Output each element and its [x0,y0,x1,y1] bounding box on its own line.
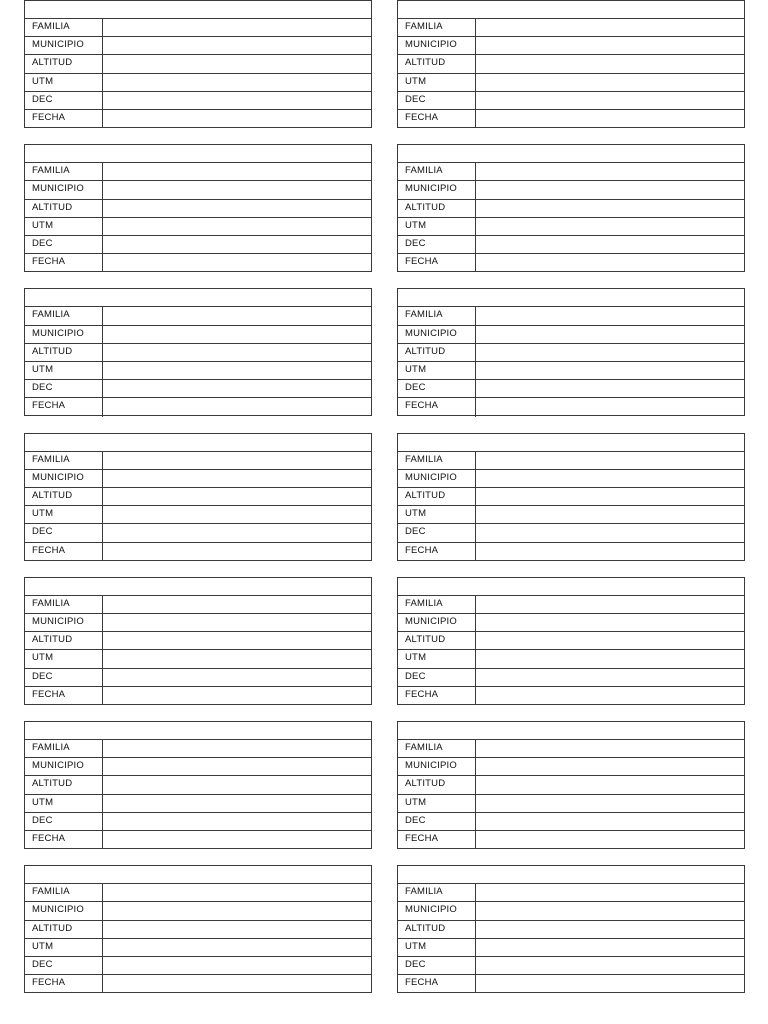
field-label-dec: DEC [25,92,103,109]
card-row-altitud [25,200,371,218]
field-label-fecha: FECHA [398,398,476,416]
field-label-municipio: MUNICIPIO [25,181,103,198]
card-row-utm [398,939,744,957]
field-value-familia[interactable] [476,596,744,613]
field-label-familia: FAMILIA [25,452,103,469]
specimen-label-card [24,433,372,561]
field-label-dec: DEC [398,92,476,109]
field-label-fecha: FECHA [25,687,103,705]
field-value-dec[interactable] [103,92,371,109]
field-label-altitud: ALTITUD [25,921,103,938]
card-row-fecha [25,687,371,705]
field-value-altitud[interactable] [476,632,744,649]
field-value-municipio[interactable] [476,37,744,54]
card-row-familia [25,740,371,758]
specimen-label-card [24,721,372,849]
field-value-altitud[interactable] [476,776,744,793]
card-row-utm [398,650,744,668]
field-label-altitud: ALTITUD [398,488,476,505]
card-row-familia [398,452,744,470]
card-row-fecha [25,831,371,849]
field-label-municipio: MUNICIPIO [398,326,476,343]
card-row-utm [25,795,371,813]
field-value-altitud[interactable] [476,921,744,938]
specimen-label-card [24,865,372,993]
field-value-familia[interactable] [103,884,371,901]
field-label-municipio: MUNICIPIO [398,37,476,54]
field-label-utm: UTM [398,506,476,523]
card-row-altitud [25,55,371,73]
card-row-municipio [25,758,371,776]
field-value-utm[interactable] [476,74,744,91]
field-value-municipio[interactable] [476,326,744,343]
card-row-familia [398,740,744,758]
field-value-utm[interactable] [103,795,371,812]
field-value-municipio[interactable] [476,758,744,775]
field-label-familia: FAMILIA [25,596,103,613]
field-label-fecha: FECHA [398,110,476,128]
field-value-altitud[interactable] [476,200,744,217]
field-value-familia[interactable] [103,307,371,324]
card-row-dec [398,236,744,254]
card-header-field[interactable] [25,434,371,452]
field-value-fecha[interactable] [476,975,744,993]
field-value-familia[interactable] [103,163,371,180]
field-label-utm: UTM [25,362,103,379]
card-header-field[interactable] [398,1,744,19]
card-row-familia [25,452,371,470]
field-value-utm[interactable] [476,650,744,667]
field-value-municipio[interactable] [103,758,371,775]
field-label-fecha: FECHA [25,254,103,272]
field-value-dec[interactable] [476,957,744,974]
specimen-label-card [397,288,745,416]
field-value-dec[interactable] [476,813,744,830]
field-value-dec[interactable] [476,524,744,541]
field-label-dec: DEC [25,813,103,830]
field-label-familia: FAMILIA [398,740,476,757]
card-row-fecha [25,110,371,128]
field-label-dec: DEC [25,957,103,974]
field-value-dec[interactable] [476,380,744,397]
card-row-dec [25,92,371,110]
card-row-municipio [25,902,371,920]
card-row-utm [25,650,371,668]
field-label-familia: FAMILIA [398,163,476,180]
field-value-altitud[interactable] [103,344,371,361]
card-row-utm [398,506,744,524]
field-value-familia[interactable] [476,163,744,180]
field-value-fecha[interactable] [103,975,371,993]
card-row-familia [398,307,744,325]
field-label-municipio: MUNICIPIO [25,470,103,487]
field-label-municipio: MUNICIPIO [25,37,103,54]
card-row-municipio [25,470,371,488]
card-header-field[interactable] [25,578,371,596]
field-label-fecha: FECHA [398,254,476,272]
card-row-familia [398,884,744,902]
field-value-altitud[interactable] [476,488,744,505]
specimen-label-card [397,0,745,128]
field-value-utm[interactable] [103,362,371,379]
field-label-altitud: ALTITUD [25,200,103,217]
card-row-altitud [25,776,371,794]
field-value-fecha[interactable] [476,543,744,561]
field-label-dec: DEC [398,957,476,974]
card-row-fecha [398,831,744,849]
field-value-utm[interactable] [476,218,744,235]
field-label-municipio: MUNICIPIO [25,326,103,343]
field-value-dec[interactable] [103,957,371,974]
card-header-field[interactable] [398,578,744,596]
card-row-altitud [398,921,744,939]
field-value-dec[interactable] [103,524,371,541]
field-label-altitud: ALTITUD [25,632,103,649]
card-row-utm [398,795,744,813]
field-value-municipio[interactable] [476,181,744,198]
specimen-label-card [24,144,372,272]
field-value-municipio[interactable] [103,470,371,487]
card-row-municipio [398,37,744,55]
specimen-label-card [397,577,745,705]
field-value-utm[interactable] [476,362,744,379]
field-label-altitud: ALTITUD [398,632,476,649]
field-label-utm: UTM [25,939,103,956]
card-row-dec [398,92,744,110]
field-label-dec: DEC [25,524,103,541]
field-value-altitud[interactable] [103,632,371,649]
card-row-municipio [398,902,744,920]
field-value-familia[interactable] [476,452,744,469]
field-label-fecha: FECHA [398,975,476,993]
field-label-familia: FAMILIA [398,884,476,901]
field-value-municipio[interactable] [476,902,744,919]
field-label-municipio: MUNICIPIO [398,470,476,487]
card-row-utm [25,506,371,524]
specimen-label-card [24,288,372,416]
card-row-municipio [398,614,744,632]
card-row-dec [25,813,371,831]
field-value-dec[interactable] [476,669,744,686]
field-value-familia[interactable] [103,740,371,757]
field-label-altitud: ALTITUD [398,55,476,72]
field-label-municipio: MUNICIPIO [398,181,476,198]
card-row-utm [25,362,371,380]
card-row-utm [398,362,744,380]
card-header-field[interactable] [398,722,744,740]
field-value-altitud[interactable] [103,55,371,72]
card-row-fecha [25,543,371,561]
field-label-familia: FAMILIA [25,163,103,180]
card-row-altitud [398,488,744,506]
field-label-dec: DEC [398,380,476,397]
specimen-label-card [24,577,372,705]
field-value-fecha[interactable] [103,398,371,416]
field-value-familia[interactable] [476,884,744,901]
field-value-municipio[interactable] [476,614,744,631]
field-label-utm: UTM [25,218,103,235]
field-label-fecha: FECHA [25,110,103,128]
field-value-altitud[interactable] [476,55,744,72]
field-label-dec: DEC [25,236,103,253]
card-row-fecha [25,975,371,993]
field-label-dec: DEC [398,524,476,541]
card-row-utm [25,74,371,92]
field-value-utm[interactable] [476,506,744,523]
card-row-municipio [25,614,371,632]
card-row-dec [25,524,371,542]
field-label-altitud: ALTITUD [25,55,103,72]
field-value-fecha[interactable] [103,831,371,849]
card-row-municipio [398,326,744,344]
field-value-dec[interactable] [103,236,371,253]
field-label-utm: UTM [398,650,476,667]
card-row-fecha [25,398,371,416]
field-label-fecha: FECHA [398,831,476,849]
specimen-label-card [397,865,745,993]
card-header-field[interactable] [398,866,744,884]
card-row-familia [398,163,744,181]
card-header-field[interactable] [398,434,744,452]
card-row-altitud [25,488,371,506]
card-row-familia [398,596,744,614]
field-label-dec: DEC [398,813,476,830]
field-value-municipio[interactable] [476,470,744,487]
card-row-dec [398,669,744,687]
field-label-municipio: MUNICIPIO [398,758,476,775]
card-header-field[interactable] [25,289,371,307]
field-value-altitud[interactable] [103,488,371,505]
specimen-label-card [397,433,745,561]
card-row-municipio [398,758,744,776]
field-label-utm: UTM [25,795,103,812]
card-row-altitud [25,344,371,362]
card-header-field[interactable] [25,1,371,19]
field-label-utm: UTM [25,506,103,523]
card-row-dec [25,236,371,254]
card-row-altitud [398,632,744,650]
card-row-dec [398,813,744,831]
specimen-label-card [397,144,745,272]
card-row-dec [25,380,371,398]
field-value-familia[interactable] [103,452,371,469]
field-value-utm[interactable] [103,650,371,667]
card-header-field[interactable] [398,289,744,307]
card-row-municipio [25,37,371,55]
field-label-utm: UTM [398,362,476,379]
field-label-familia: FAMILIA [25,307,103,324]
card-row-fecha [398,975,744,993]
card-row-utm [398,218,744,236]
field-value-familia[interactable] [476,19,744,36]
field-label-utm: UTM [25,650,103,667]
field-value-dec[interactable] [103,380,371,397]
field-value-familia[interactable] [476,307,744,324]
field-label-municipio: MUNICIPIO [398,902,476,919]
card-row-altitud [398,344,744,362]
card-row-municipio [398,181,744,199]
card-row-municipio [398,470,744,488]
field-label-municipio: MUNICIPIO [25,614,103,631]
field-value-altitud[interactable] [103,200,371,217]
field-value-utm[interactable] [103,939,371,956]
field-value-municipio[interactable] [103,326,371,343]
field-label-dec: DEC [398,669,476,686]
card-row-familia [25,884,371,902]
field-label-utm: UTM [398,74,476,91]
field-label-utm: UTM [25,74,103,91]
card-header-field[interactable] [25,722,371,740]
field-value-municipio[interactable] [103,181,371,198]
field-label-familia: FAMILIA [25,19,103,36]
field-value-familia[interactable] [103,19,371,36]
card-row-altitud [398,55,744,73]
field-value-fecha[interactable] [103,543,371,561]
card-row-fecha [25,254,371,272]
field-value-municipio[interactable] [103,614,371,631]
card-row-municipio [25,326,371,344]
field-value-municipio[interactable] [103,37,371,54]
field-label-altitud: ALTITUD [25,344,103,361]
field-value-familia[interactable] [103,596,371,613]
card-row-dec [25,957,371,975]
field-label-municipio: MUNICIPIO [398,614,476,631]
card-header-field[interactable] [25,145,371,163]
field-label-fecha: FECHA [25,543,103,561]
card-row-familia [25,307,371,325]
field-value-dec[interactable] [103,813,371,830]
field-value-utm[interactable] [103,218,371,235]
card-row-familia [398,19,744,37]
field-value-altitud[interactable] [103,776,371,793]
card-row-fecha [398,687,744,705]
field-label-altitud: ALTITUD [398,344,476,361]
card-row-altitud [398,200,744,218]
field-value-fecha[interactable] [103,110,371,128]
field-label-fecha: FECHA [398,687,476,705]
field-value-fecha[interactable] [476,687,744,705]
field-value-fecha[interactable] [476,110,744,128]
card-row-fecha [398,398,744,416]
card-row-familia [25,19,371,37]
card-row-dec [398,957,744,975]
field-label-familia: FAMILIA [398,307,476,324]
field-label-familia: FAMILIA [25,884,103,901]
card-row-familia [25,596,371,614]
field-label-fecha: FECHA [398,543,476,561]
card-row-utm [25,939,371,957]
field-label-familia: FAMILIA [25,740,103,757]
field-value-dec[interactable] [103,669,371,686]
card-row-fecha [398,110,744,128]
field-label-utm: UTM [398,795,476,812]
card-row-familia [25,163,371,181]
field-label-familia: FAMILIA [398,452,476,469]
card-row-altitud [25,632,371,650]
card-header-field[interactable] [25,866,371,884]
field-value-fecha[interactable] [103,687,371,705]
field-label-familia: FAMILIA [398,19,476,36]
field-label-fecha: FECHA [25,831,103,849]
card-header-field[interactable] [398,145,744,163]
field-value-dec[interactable] [476,236,744,253]
field-label-fecha: FECHA [25,975,103,993]
field-value-utm[interactable] [103,506,371,523]
field-label-municipio: MUNICIPIO [25,758,103,775]
card-row-municipio [25,181,371,199]
field-value-fecha[interactable] [476,831,744,849]
field-label-familia: FAMILIA [398,596,476,613]
field-value-fecha[interactable] [103,254,371,272]
card-row-utm [398,74,744,92]
field-label-altitud: ALTITUD [25,488,103,505]
field-label-dec: DEC [25,669,103,686]
field-label-dec: DEC [398,236,476,253]
field-label-municipio: MUNICIPIO [25,902,103,919]
card-row-fecha [398,254,744,272]
field-value-utm[interactable] [476,795,744,812]
field-value-altitud[interactable] [103,921,371,938]
field-label-fecha: FECHA [25,398,103,416]
card-row-utm [25,218,371,236]
field-label-altitud: ALTITUD [398,200,476,217]
specimen-label-card [397,721,745,849]
field-value-municipio[interactable] [103,902,371,919]
card-row-altitud [25,921,371,939]
field-value-altitud[interactable] [476,344,744,361]
field-label-altitud: ALTITUD [25,776,103,793]
field-value-utm[interactable] [476,939,744,956]
field-value-fecha[interactable] [476,398,744,416]
field-value-familia[interactable] [476,740,744,757]
field-label-altitud: ALTITUD [398,921,476,938]
field-label-utm: UTM [398,939,476,956]
card-row-dec [25,669,371,687]
field-value-dec[interactable] [476,92,744,109]
field-label-dec: DEC [25,380,103,397]
field-value-utm[interactable] [103,74,371,91]
field-value-fecha[interactable] [476,254,744,272]
card-row-dec [398,380,744,398]
card-row-dec [398,524,744,542]
specimen-label-card [24,0,372,128]
field-label-utm: UTM [398,218,476,235]
card-row-altitud [398,776,744,794]
field-label-altitud: ALTITUD [398,776,476,793]
card-row-fecha [398,543,744,561]
